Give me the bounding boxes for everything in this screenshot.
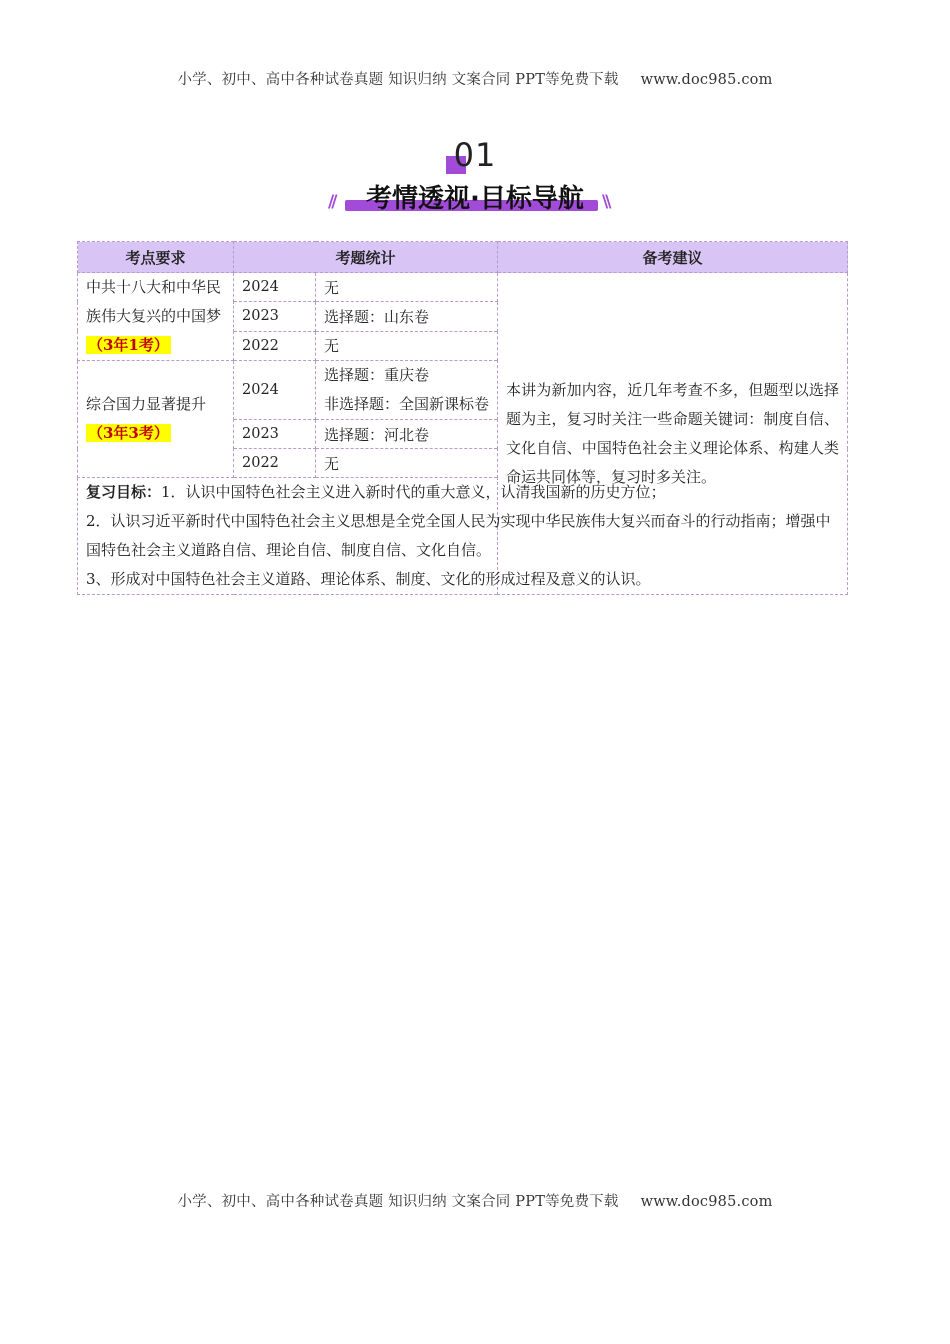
header-text: 小学、初中、高中各种试卷真题 知识归纳 文案合同 PPT等免费下载 bbox=[177, 72, 619, 88]
point-badge: （3年1考） bbox=[88, 336, 169, 354]
stat-cell: 选择题：山东卷 bbox=[316, 302, 498, 331]
year-cell: 2022 bbox=[234, 449, 316, 478]
point-cell-2 bbox=[78, 361, 234, 478]
point-name: 综合国力显著提升 bbox=[86, 395, 207, 413]
goal-line-3: 3、形成对中国特色社会主义道路、理论体系、制度、文化的形成过程及意义的认识。 bbox=[86, 570, 651, 588]
stat-item: 非选择题：全国新课标卷 bbox=[324, 395, 490, 413]
page-header bbox=[0, 68, 950, 89]
stat-cell: 无 bbox=[316, 449, 498, 478]
year-cell: 2022 bbox=[234, 331, 316, 360]
header-cell-advice: 备考建议 bbox=[498, 242, 848, 273]
header-url[interactable]: www.doc985.com bbox=[640, 72, 773, 88]
page-footer bbox=[0, 1190, 950, 1211]
goals-label: 复习目标： bbox=[86, 483, 162, 501]
stat-cell bbox=[316, 361, 498, 420]
right-slash-decoration: \\ bbox=[602, 192, 609, 212]
header-cell-points: 考点要求 bbox=[78, 242, 234, 273]
year-cell: 2023 bbox=[234, 420, 316, 449]
exam-analysis-table bbox=[77, 241, 848, 595]
stat-cell: 选择题：河北卷 bbox=[316, 420, 498, 449]
table-header-row bbox=[78, 242, 848, 273]
point-badge: （3年3考） bbox=[88, 424, 169, 442]
table-row bbox=[78, 273, 848, 302]
section-title: 考情透视·目标导航 bbox=[366, 184, 584, 214]
point-name: 中共十八大和中华民族伟大复兴的中国梦 bbox=[86, 278, 222, 325]
footer-text: 小学、初中、高中各种试卷真题 知识归纳 文案合同 PPT等免费下载 bbox=[177, 1194, 619, 1210]
point-cell-1 bbox=[78, 273, 234, 361]
advice-cell: 本讲为新加内容，近几年考查不多，但题型以选择题为主，复习时关注一些命题关键词：制度自信、文化自信、中国特色社会主义理论体系、构建人类命运共同体等，复习时多关注。 bbox=[498, 273, 848, 595]
goal-line-1 bbox=[86, 478, 839, 507]
stat-item: 选择题：重庆卷 bbox=[324, 366, 430, 384]
year-cell: 2024 bbox=[234, 273, 316, 302]
stat-cell: 无 bbox=[316, 273, 498, 302]
goal-text: 1．认识中国特色社会主义进入新时代的重大意义，认清我国新的历史方位； bbox=[161, 483, 666, 501]
goals-row bbox=[78, 478, 848, 595]
goal-line-2: 2．认识习近平新时代中国特色社会主义思想是全党全国人民为实现中华民族伟大复兴而奋斗的行动指南；增强中国特色社会主义道路自信、理论自信、制度自信、文化自信。 bbox=[86, 512, 831, 559]
left-slash-decoration: // bbox=[328, 192, 335, 212]
footer-url[interactable]: www.doc985.com bbox=[640, 1194, 773, 1210]
section-number: 01 bbox=[453, 136, 497, 174]
goals-cell bbox=[78, 478, 848, 595]
header-cell-stats: 考题统计 bbox=[234, 242, 498, 273]
year-cell: 2024 bbox=[234, 361, 316, 420]
stat-cell: 无 bbox=[316, 331, 498, 360]
year-cell: 2023 bbox=[234, 302, 316, 331]
